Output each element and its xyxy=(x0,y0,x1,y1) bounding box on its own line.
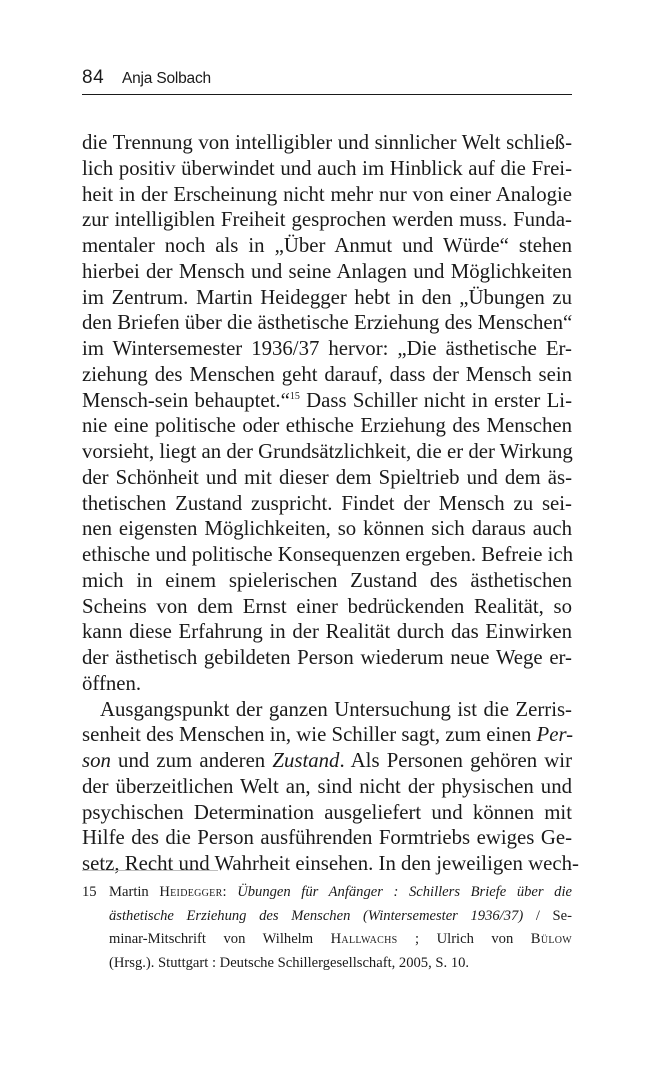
page-header xyxy=(82,66,572,95)
text-line: nen eigensten Möglichkeiten, so können sich daraus auch xyxy=(82,517,572,541)
text-segment: minar-Mitschrift von Wilhelm xyxy=(109,931,331,947)
text-line: thetischen Zustand zuspricht. Findet der Mensch zu sei- xyxy=(82,491,572,515)
text-line xyxy=(82,748,572,774)
footnote-section xyxy=(82,881,572,975)
page-number: 84 xyxy=(82,67,105,88)
text-segment: . Als Personen gehören wir xyxy=(339,749,572,772)
footnote-reference[interactable]: 15 xyxy=(289,390,300,402)
text-line: vorsieht, liegt an der Grundsätzlichkeit, die er der Wirkung xyxy=(82,440,573,463)
text-line: im Wintersemester 1936/37 hervor: „Die ästhetische Er- xyxy=(82,337,572,360)
text-line: setz, Recht und Wahrheit einsehen. In den jeweiligen wech- xyxy=(82,852,579,875)
text-line: lich positiv überwindet und auch im Hinblick auf die Frei- xyxy=(82,156,572,180)
text-segment: senheit des Menschen in, wie Schiller sagt, zum einen xyxy=(82,723,537,747)
footnote-separator xyxy=(82,870,218,871)
text-line: der überzeitlichen Welt an, sind nicht der physischen und xyxy=(82,774,572,798)
text-line: öffnen. xyxy=(82,671,142,695)
person-name: Hallwachs xyxy=(330,931,398,947)
italic-term: son xyxy=(82,749,111,772)
italic-term: Per- xyxy=(536,723,574,747)
text-line: mich in einem spielerischen Zustand des ästhetischen xyxy=(82,568,572,592)
text-segment: / Se- xyxy=(523,907,572,924)
footnote-number: 15 xyxy=(82,884,97,900)
footnote-line xyxy=(109,881,572,905)
author-first-name: Martin xyxy=(109,884,160,900)
text-segment: Dass Schiller nicht in erster Li- xyxy=(299,388,572,412)
text-line: heit in der Erscheinung nicht mehr nur von einer Analogie xyxy=(82,182,572,206)
body-text xyxy=(82,130,579,877)
italic-term: Zustand xyxy=(272,749,340,772)
text-line: nie eine politische oder ethische Erziehung des Menschen xyxy=(82,414,572,438)
text-segment: Mensch-sein behauptet.“ xyxy=(82,388,290,412)
footnote-text xyxy=(109,881,572,975)
text-line xyxy=(82,722,572,748)
running-head-author: Anja Solbach xyxy=(122,70,211,87)
text-line: der Schönheit und mit dieser dem Spieltrieb und dem äs- xyxy=(82,465,572,489)
text-line: zur intelligiblen Freiheit gesprochen werden muss. Funda- xyxy=(82,208,572,232)
text-line: den Briefen über die ästhetische Erziehung des Menschen“ xyxy=(82,311,573,335)
footnote-line xyxy=(109,905,572,929)
work-title: Übungen für Anfänger : Schillers Briefe über die xyxy=(237,884,573,900)
text-line-with-footnote-ref xyxy=(82,388,572,414)
text-segment: ; Ulrich von xyxy=(397,931,531,947)
text-line: der ästhetisch gebildeten Person wiederum neue Wege er- xyxy=(82,646,572,669)
footnote-line xyxy=(109,928,572,952)
author-last-name: Heidegger xyxy=(159,884,223,900)
work-title: ästhetische Erziehung des Menschen (Wintersemester 1936/37) xyxy=(109,907,524,924)
text-segment: und zum anderen xyxy=(110,749,273,772)
text-line-paragraph-start: Ausgangspunkt der ganzen Untersuchung ist die Zerris- xyxy=(100,697,572,721)
text-line: hierbei der Mensch und seine Anlagen und Möglichkeiten xyxy=(82,259,572,283)
text-line: im Zentrum. Martin Heidegger hebt in den „Übungen zu xyxy=(82,285,572,309)
text-line: mentaler noch als in „Über Anmut und Würde“ stehen xyxy=(82,234,572,257)
text-line: die Trennung von intelligibler und sinnlicher Welt schließ- xyxy=(82,131,572,154)
text-line: Scheins von dem Ernst einer bedrückenden Realität, so xyxy=(82,594,572,618)
text-line: Hilfe des die Person ausführenden Formtriebs ewiges Ge- xyxy=(82,826,572,850)
text-line: psychischen Determination ausgeliefert und können mit xyxy=(82,800,572,824)
footnote-line: (Hrsg.). Stuttgart : Deutsche Schillergesellschaft, 2005, S. 10. xyxy=(109,954,470,971)
person-name: Bülow xyxy=(530,931,573,947)
text-line: ziehung des Menschen geht darauf, dass der Mensch sein xyxy=(82,362,572,386)
punctuation: : xyxy=(222,884,238,900)
text-line: ethische und politische Konsequenzen ergeben. Befreie ich xyxy=(82,543,574,566)
text-line: kann diese Erfahrung in der Realität durch das Einwirken xyxy=(82,620,572,644)
